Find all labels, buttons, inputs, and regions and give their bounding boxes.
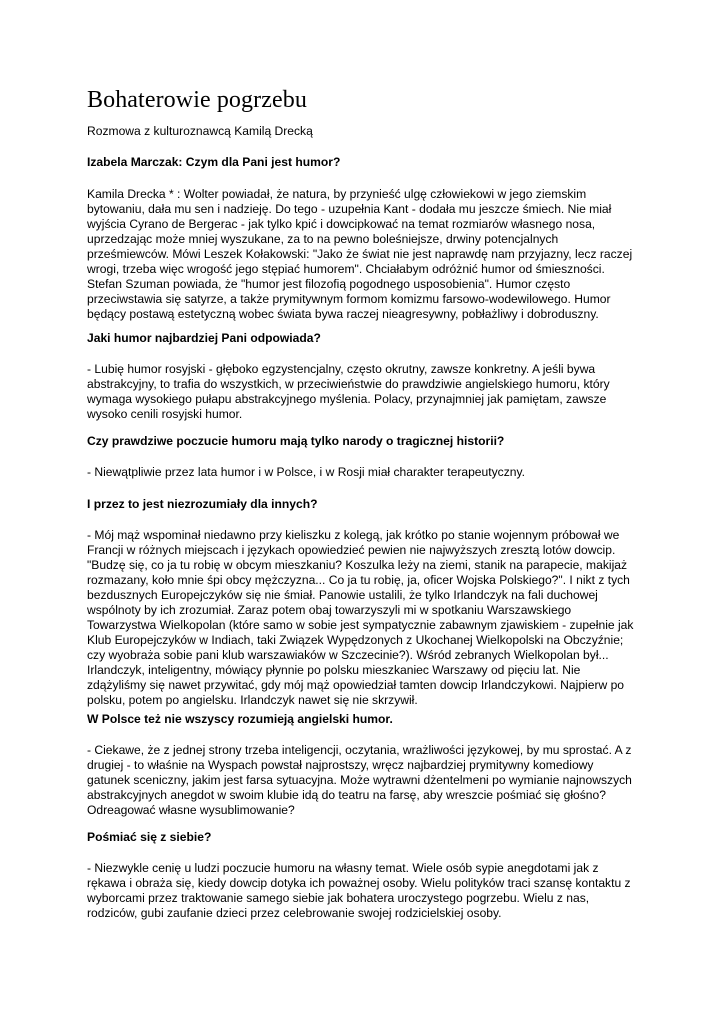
answer-4-line: Francji w różnych miejscach i językach opowiedzieć pewien nie najwyższych zresztą lotów dowcip.: [87, 543, 616, 557]
answer-4-line: zdążyliśmy się nawet przywitać, gdy mój mąż opowiedział tamten dowcip Irlandczykowi. Najpierw po: [87, 678, 625, 692]
answer-4-line: rozmazany, koło mnie śpi obcy mężczyzna... Co ja tu robię, ja, oficer Wojska Polskiego?". I nikt z tych: [87, 573, 630, 587]
answer-6: [87, 861, 647, 921]
answer-1-line: uprzedzając może mniej wyszukane, za to na pewno boleśniejsze, drwiny potencjalnych: [87, 232, 559, 246]
answer-4: [87, 528, 647, 708]
article-subtitle: Rozmowa z kulturoznawcą Kamilą Drecką: [87, 124, 313, 138]
answer-5: [87, 743, 647, 818]
answer-2-line: wymaga wysokiego pułapu abstrakcyjnego myślenia. Polacy, przynajmniej jak pamiętam, zawsze: [87, 392, 607, 406]
answer-1-line: bytowaniu, dała mu sen i nadzieję. Do tego - uzupełnia Kant - dodała mu jeszcze śmiech. Nie miał: [87, 202, 612, 216]
answer-1-line: Kamila Drecka * : Wolter powiadał, że natura, by przynieść ulgę człowiekowi w jego ziemskim: [87, 187, 587, 201]
answer-4-line: "Budzę się, co ja tu robię w obcym mieszkaniu? Koszulka leży na ziemi, stanik na parapecie, makijaż: [87, 558, 628, 572]
answer-4-line: czy wyobraża sobie pani klub warszawiaków w Szczecinie?). Wśród zebranych Wielkopolan był...: [87, 648, 609, 662]
answer-3-line: - Niewątpliwie przez lata humor i w Polsce, i w Rosji miał charakter terapeutyczny.: [87, 465, 525, 479]
answer-2-line: abstrakcyjny, to trafia do wszystkich, w przeciwieństwie do prawdziwie angielskiego humoru, który: [87, 377, 610, 391]
answer-4-line: Klub Europejczyków w Indiach, taki Związek Wypędzonych z Ukochanej Wielkopolski na Obczyźnie;: [87, 633, 624, 647]
answer-6-line: rękawa i obraża się, kiedy dowcip dotyka ich poważnej osoby. Wielu polityków traci szansę kontaktu z: [87, 876, 631, 890]
answer-4-line: - Mój mąż wspominał niedawno przy kieliszku z kolegą, jak krótko po stanie wojennym próbował we: [87, 528, 620, 542]
answer-4-line: bezdusznych Europejczyków się nie śmiał. Panowie ustalili, że tylko Irlandczyk na fali duchowej: [87, 588, 598, 602]
answer-1-line: wrogi, trzeba więc wrogość jego stępiać humorem". Chciałabym odróżnić humor od śmieszności.: [87, 262, 605, 276]
question-2: Jaki humor najbardziej Pani odpowiada?: [87, 331, 321, 345]
answer-4-line: polsku, potem po angielsku. Irlandczyk nawet się nie skrzywił.: [87, 693, 418, 707]
answer-4-line: wspólnoty by ich zrozumiał. Zaraz potem obaj towarzyszyli mi w spotkaniu Warszawskiego: [87, 603, 572, 617]
answer-6-line: rodziców, gubi zaufanie dzieci przez celebrowanie swojej rodzicielskiej osoby.: [87, 906, 502, 920]
answer-5-line: drugiej - to właśnie na Wyspach powstał najprostszy, wręcz najbardziej prymitywny komediowy: [87, 758, 594, 772]
answer-5-line: gatunek sceniczny, jakim jest farsa sytuacyjna. Może wytrawni dżentelmeni po wymianie najnowszych: [87, 773, 632, 787]
answer-5-line: Odreagować własne wysublimowanie?: [87, 803, 295, 817]
answer-6-line: - Niezwykle cenię u ludzi poczucie humoru na własny temat. Wiele osób sypie anegdotami jak z: [87, 861, 599, 875]
question-3: Czy prawdziwe poczucie humoru mają tylko narody o tragicznej historii?: [87, 434, 505, 448]
answer-1-line: przeciwstawia się satyrze, a także prymitywnym formom komizmu farsowo-wodewilowego. Humor: [87, 292, 611, 306]
answer-1-line: prześmiewców. Mówi Leszek Kołakowski: "Jako że świat nie jest naprawdę nam przyjazny, lecz raczej: [87, 247, 633, 261]
answer-1: [87, 187, 647, 322]
article-title: Bohaterowie pogrzebu: [87, 87, 307, 113]
question-5: W Polsce też nie wszyscy rozumieją angielski humor.: [87, 712, 393, 726]
answer-4-line: Irlandczyk, inteligentny, mówiący płynnie po polsku mieszkaniec Warszawy od pięciu lat. Nie: [87, 663, 581, 677]
answer-1-line: będący postawą estetyczną wobec świata bywa raczej nieagresywny, pobłażliwy i dobroduszny.: [87, 307, 599, 321]
question-4: I przez to jest niezrozumiały dla innych?: [87, 497, 318, 511]
answer-2-line: wysoko cenili rosyjski humor.: [87, 407, 243, 421]
answer-4-line: Towarzystwa Wielkopolan (które samo w sobie jest sympatycznie zabawnym zjawiskiem - zupełnie jak: [87, 618, 634, 632]
answer-1-line: Stefan Szuman powiada, że "humor jest filozofią pogodnego usposobienia". Humor często: [87, 277, 571, 291]
answer-5-line: - Ciekawe, że z jednej strony trzeba inteligencji, oczytania, wrażliwości językowej, by mu sprostać. A z: [87, 743, 632, 757]
answer-2: [87, 362, 647, 422]
answer-2-line: - Lubię humor rosyjski - głęboko egzystencjalny, często okrutny, zawsze konkretny. A jeśli bywa: [87, 362, 596, 376]
question-6: Pośmiać się z siebie?: [87, 830, 212, 844]
answer-1-line: wyjścia Cyrano de Bergerac - jak tylko kpić i dowcipkować na temat rozmiarów własnego nosa,: [87, 217, 596, 231]
question-1: Izabela Marczak: Czym dla Pani jest humor?: [87, 155, 341, 169]
answer-3: [87, 465, 647, 480]
answer-6-line: wyborcami przez traktowanie samego siebie jak bohatera uroczystego pogrzebu. Wielu z nas,: [87, 891, 590, 905]
answer-5-line: abstrakcyjnych anegdot w swoim klubie idą do teatru na farsę, aby wreszcie pośmiać się głośno?: [87, 788, 606, 802]
